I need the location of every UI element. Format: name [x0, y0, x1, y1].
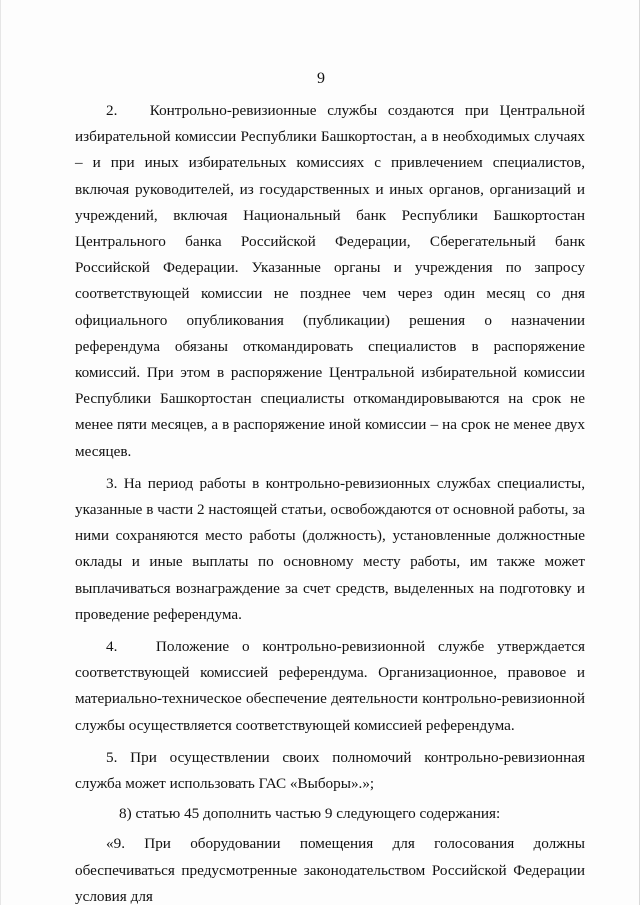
paragraph-part-2: 2. Контрольно-ревизионные службы создаются при Центральной избирательной комиссии Республики Башкортостан, а в необходимых случаях – и при иных избирательных комиссиях с привлечением специалистов, включая руководителей, из государственных и иных органов, организаций и учреждений, включая Национальный банк Республики Башкортостан Центрального банка Российской Федерации, Сберегательный банк Российской Федерации. Указанные органы и учреждения по запросу соответствующей комиссии не позднее чем через один месяц со дня официального опубликования (публикации) решения о назначении референдума обязаны откомандировать специалистов в распоряжение комиссий. При этом в распоряжение Центральной избирательной комиссии Республики Башкортостан специалисты откомандировываются на срок не менее пяти месяцев, а в распоряжение иной комиссии – на срок не менее двух месяцев. [75, 102, 585, 460]
document-body [75, 98, 585, 916]
paragraph-part-3: 3. На период работы в контрольно-ревизионных службах специалисты, указанные в части 2 настоящей статьи, освобождаются от основной работы, за ними сохраняются место работы (должность), установленные должностные оклады и иные выплаты по основному месту работы, им также может выплачиваться вознаграждение за счет средств, выделенных на подготовку и проведение референдума. [75, 474, 585, 623]
page-number: 9 [317, 70, 325, 87]
paragraph-item-8: 8) статью 45 дополнить частью 9 следующего содержания: [119, 805, 501, 823]
paragraph-part-4: 4. Положение о контрольно-ревизионной службе утверждается соответствующей комиссией референдума. Организационное, правовое и материально-техническое обеспечение деятельности контрольно-ревизионной службы осуществляется соответствующей комиссией референдума. [75, 638, 585, 734]
paragraph-part-5: 5. При осуществлении своих полномочий контрольно-ревизионная служба может использовать ГАС «Выборы».»; [75, 748, 585, 793]
paragraph-part-9: «9. При оборудовании помещения для голосования должны обеспечиваться предусмотренные законодательством Российской Федерации условия для [75, 835, 585, 905]
